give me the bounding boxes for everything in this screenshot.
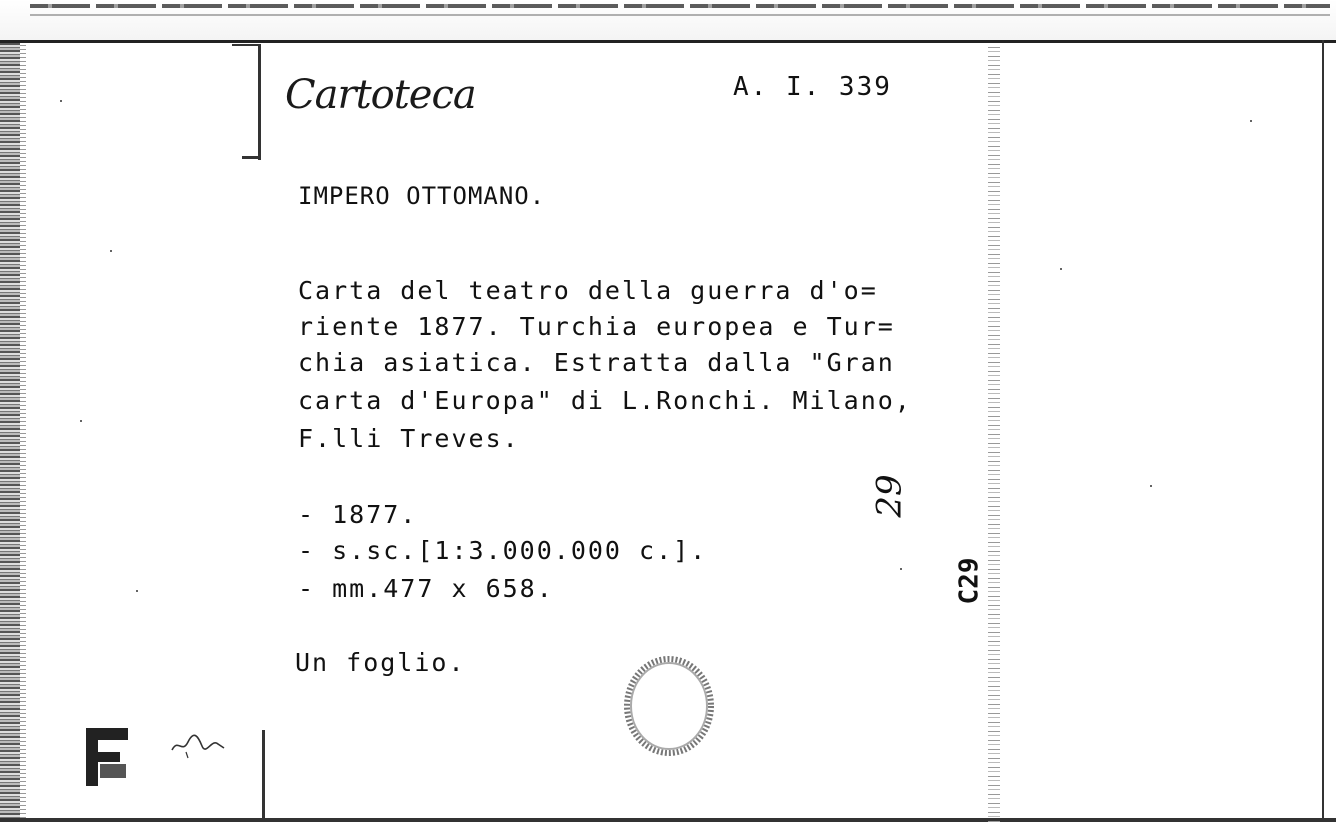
lower-margin-line [262, 730, 265, 822]
physical-line-1: - 1877. [298, 500, 418, 529]
cartoteca-stamp: Cartoteca [285, 72, 476, 118]
corner-mark-top [232, 44, 258, 46]
scan-border-top [0, 0, 1336, 43]
scan-border-bottom [0, 818, 1336, 822]
description-line-2: riente 1877. Turchia europea e Tur= [298, 312, 895, 341]
shelfmark: A. I. 339 [733, 72, 892, 102]
card-right-edge [988, 44, 1000, 822]
description-line-4: carta d'Europa" di L.Ronchi. Milano, [298, 386, 912, 415]
signature-icon [168, 728, 228, 760]
card-heading: IMPERO OTTOMANO. [298, 182, 546, 210]
f-logo-icon [84, 726, 130, 788]
corner-mark-horizontal [242, 156, 261, 159]
physical-line-2: - s.sc.[1:3.000.000 c.]. [298, 536, 708, 565]
corner-mark-vertical [258, 44, 261, 160]
description-line-3: chia asiatica. Estratta dalla "Gran [298, 348, 895, 377]
punch-hole-icon [622, 654, 716, 758]
card-note: Un foglio. [295, 648, 466, 677]
scan-border-left [0, 0, 20, 822]
physical-line-3: - mm.477 x 658. [298, 574, 554, 603]
scan-border-right [1322, 40, 1336, 822]
scan-border-left-inner [20, 0, 26, 822]
description-line-1: Carta del teatro della guerra d'o= [298, 276, 878, 305]
vertical-code: C29 [954, 557, 985, 605]
handwritten-number: 29 [869, 474, 910, 518]
description-line-5: F.lli Treves. [298, 424, 520, 453]
